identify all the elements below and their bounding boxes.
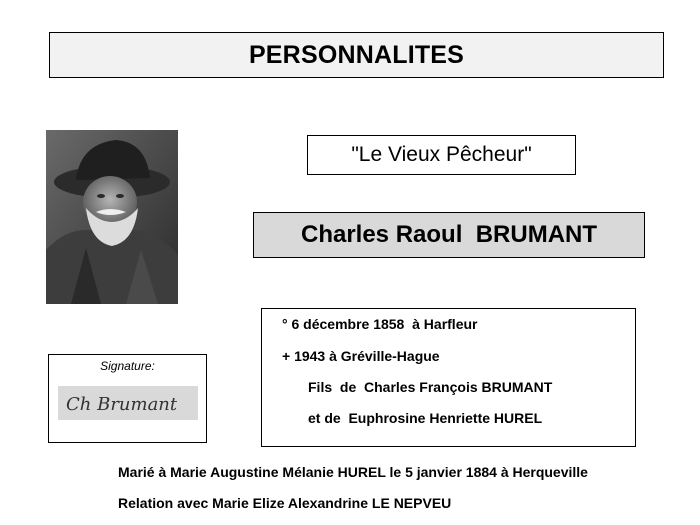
signature-box xyxy=(48,354,207,443)
details-box xyxy=(261,308,636,447)
nickname-box xyxy=(307,135,576,175)
signature-label: Signature: xyxy=(100,359,155,373)
page-title: PERSONNALITES xyxy=(248,40,465,69)
signature-image xyxy=(58,386,198,420)
nickname: "Le Vieux Pêcheur" xyxy=(351,143,532,166)
signature-text: Ch Brumant xyxy=(66,394,178,415)
birth-info: ° 6 décembre 1858 à Harfleur xyxy=(282,316,478,332)
death-info: + 1943 à Gréville-Hague xyxy=(282,348,440,364)
marriage-info: Marié à Marie Augustine Mélanie HUREL le 5 janvier 1884 à Herqueville xyxy=(118,464,588,480)
mother-info: et de Euphrosine Henriette HUREL xyxy=(308,410,543,426)
portrait-photo xyxy=(46,130,178,304)
title-box xyxy=(49,32,664,78)
name-box xyxy=(253,212,645,258)
relation-info: Relation avec Marie Elize Alexandrine LE NEPVEU xyxy=(118,495,452,511)
person-name: Charles Raoul BRUMANT xyxy=(300,221,598,248)
father-info: Fils de Charles François BRUMANT xyxy=(308,379,553,395)
